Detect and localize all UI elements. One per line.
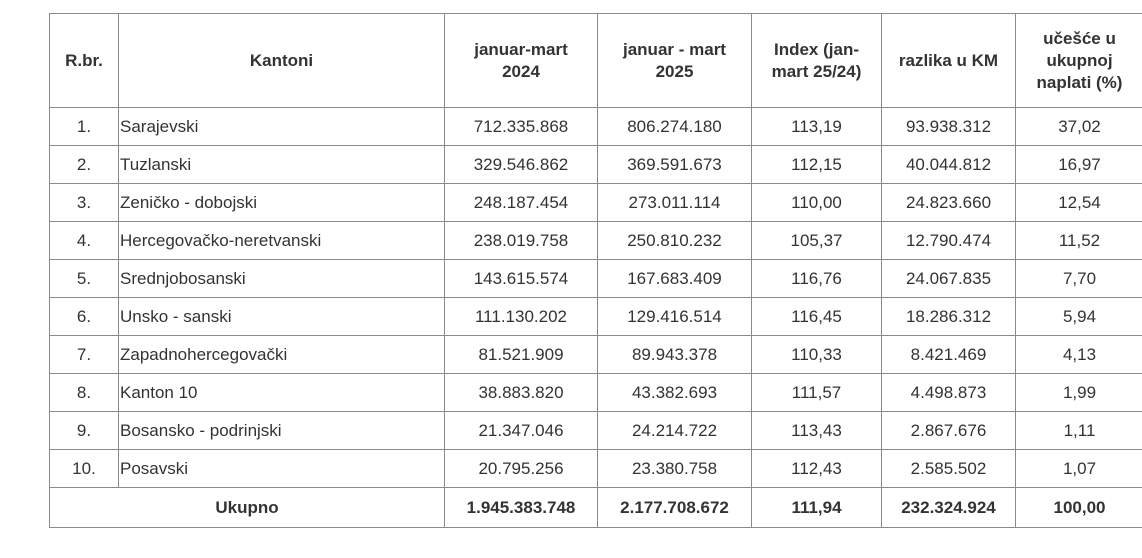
- total-2025: 2.177.708.672: [598, 488, 752, 528]
- header-rbr: R.br.: [50, 14, 119, 108]
- share-percent: 7,70: [1016, 260, 1142, 298]
- share-percent: 11,52: [1016, 222, 1142, 260]
- index-value: 116,76: [752, 260, 882, 298]
- total-ucesce: 100,00: [1016, 488, 1142, 528]
- total-razlika: 232.324.924: [882, 488, 1016, 528]
- value-2025: 273.011.114: [598, 184, 752, 222]
- value-2025: 24.214.722: [598, 412, 752, 450]
- table-row-2: [50, 146, 1142, 184]
- value-2024: 329.546.862: [445, 146, 598, 184]
- difference-km: 24.823.660: [882, 184, 1016, 222]
- row-number: 3.: [50, 184, 119, 222]
- header-row: [50, 14, 1142, 108]
- revenue-by-canton-table: [49, 13, 1142, 528]
- share-percent: 1,11: [1016, 412, 1142, 450]
- row-number: 9.: [50, 412, 119, 450]
- value-2024: 248.187.454: [445, 184, 598, 222]
- canton-name: Sarajevski: [119, 108, 445, 146]
- canton-name: Unsko - sanski: [119, 298, 445, 336]
- value-2024: 81.521.909: [445, 336, 598, 374]
- total-index: 111,94: [752, 488, 882, 528]
- table-row-8: [50, 374, 1142, 412]
- row-number: 4.: [50, 222, 119, 260]
- table-row-1: [50, 108, 1142, 146]
- table-row-5: [50, 260, 1142, 298]
- index-value: 116,45: [752, 298, 882, 336]
- canton-name: Bosansko - podrinjski: [119, 412, 445, 450]
- header-kantoni: Kantoni: [119, 14, 445, 108]
- value-2025: 806.274.180: [598, 108, 752, 146]
- share-percent: 1,99: [1016, 374, 1142, 412]
- value-2024: 111.130.202: [445, 298, 598, 336]
- share-percent: 1,07: [1016, 450, 1142, 488]
- value-2024: 21.347.046: [445, 412, 598, 450]
- difference-km: 2.867.676: [882, 412, 1016, 450]
- table-row-7: [50, 336, 1142, 374]
- value-2025: 250.810.232: [598, 222, 752, 260]
- canton-name: Zeničko - dobojski: [119, 184, 445, 222]
- index-value: 113,43: [752, 412, 882, 450]
- difference-km: 24.067.835: [882, 260, 1016, 298]
- canton-name: Kanton 10: [119, 374, 445, 412]
- value-2024: 38.883.820: [445, 374, 598, 412]
- value-2025: 23.380.758: [598, 450, 752, 488]
- value-2025: 167.683.409: [598, 260, 752, 298]
- canton-name: Tuzlanski: [119, 146, 445, 184]
- canton-name: Srednjobosanski: [119, 260, 445, 298]
- total-row: [50, 488, 1142, 528]
- total-label: Ukupno: [50, 488, 445, 528]
- share-percent: 4,13: [1016, 336, 1142, 374]
- row-number: 7.: [50, 336, 119, 374]
- row-number: 1.: [50, 108, 119, 146]
- difference-km: 8.421.469: [882, 336, 1016, 374]
- index-value: 112,15: [752, 146, 882, 184]
- header-index: Index (jan-mart 25/24): [752, 14, 882, 108]
- row-number: 10.: [50, 450, 119, 488]
- difference-km: 93.938.312: [882, 108, 1016, 146]
- row-number: 6.: [50, 298, 119, 336]
- share-percent: 12,54: [1016, 184, 1142, 222]
- index-value: 112,43: [752, 450, 882, 488]
- value-2024: 712.335.868: [445, 108, 598, 146]
- header-2025: januar - mart 2025: [598, 14, 752, 108]
- index-value: 110,33: [752, 336, 882, 374]
- index-value: 105,37: [752, 222, 882, 260]
- value-2024: 143.615.574: [445, 260, 598, 298]
- value-2024: 238.019.758: [445, 222, 598, 260]
- canton-name: Hercegovačko-neretvanski: [119, 222, 445, 260]
- difference-km: 2.585.502: [882, 450, 1016, 488]
- index-value: 111,57: [752, 374, 882, 412]
- table-row-9: [50, 412, 1142, 450]
- header-ucesce: učešće u ukupnoj naplati (%): [1016, 14, 1142, 108]
- row-number: 2.: [50, 146, 119, 184]
- canton-name: Zapadnohercegovački: [119, 336, 445, 374]
- total-2024: 1.945.383.748: [445, 488, 598, 528]
- difference-km: 12.790.474: [882, 222, 1016, 260]
- row-number: 8.: [50, 374, 119, 412]
- table-body: [50, 108, 1142, 488]
- share-percent: 37,02: [1016, 108, 1142, 146]
- difference-km: 4.498.873: [882, 374, 1016, 412]
- value-2025: 43.382.693: [598, 374, 752, 412]
- table-row-10: [50, 450, 1142, 488]
- canton-name: Posavski: [119, 450, 445, 488]
- difference-km: 40.044.812: [882, 146, 1016, 184]
- table-row-3: [50, 184, 1142, 222]
- table-row-6: [50, 298, 1142, 336]
- table-row-4: [50, 222, 1142, 260]
- row-number: 5.: [50, 260, 119, 298]
- value-2025: 369.591.673: [598, 146, 752, 184]
- index-value: 113,19: [752, 108, 882, 146]
- difference-km: 18.286.312: [882, 298, 1016, 336]
- value-2024: 20.795.256: [445, 450, 598, 488]
- index-value: 110,00: [752, 184, 882, 222]
- value-2025: 129.416.514: [598, 298, 752, 336]
- value-2025: 89.943.378: [598, 336, 752, 374]
- share-percent: 5,94: [1016, 298, 1142, 336]
- header-razlika: razlika u KM: [882, 14, 1016, 108]
- header-2024: januar-mart 2024: [445, 14, 598, 108]
- share-percent: 16,97: [1016, 146, 1142, 184]
